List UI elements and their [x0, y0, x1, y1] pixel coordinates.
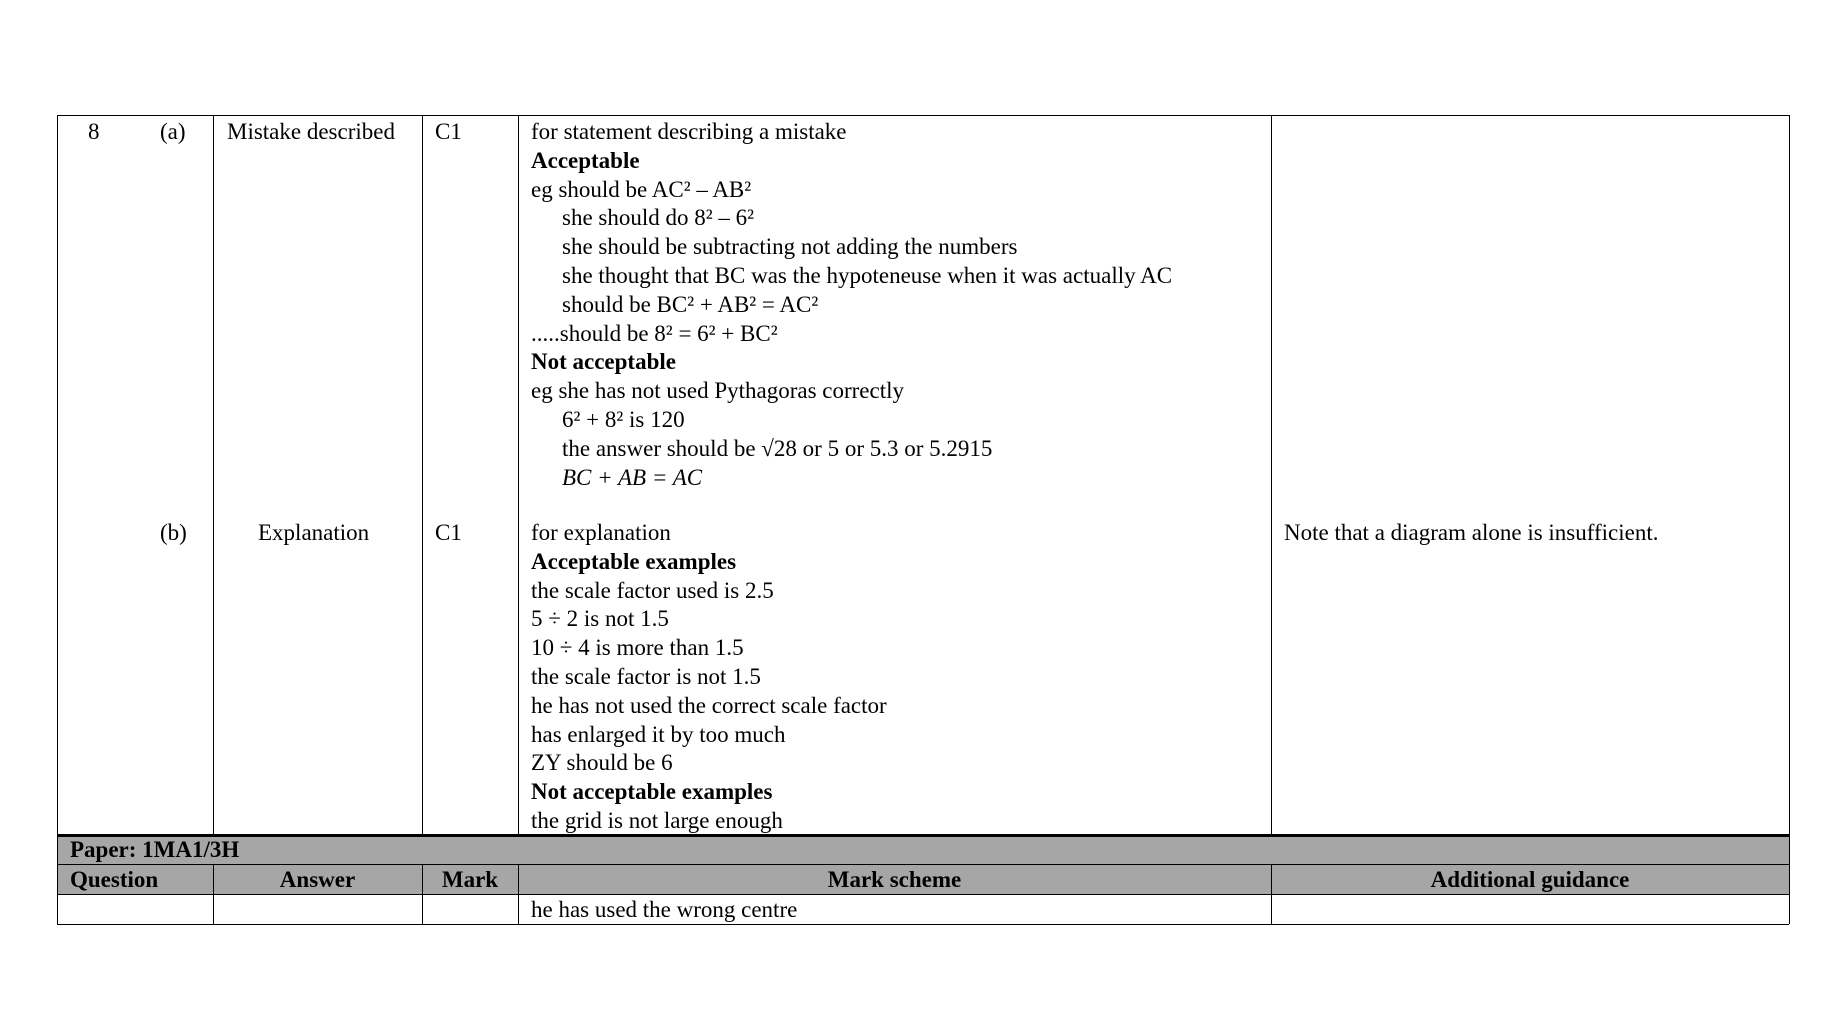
scheme-line: the answer should be √28 or 5 or 5.3 or 5.2915	[562, 435, 993, 461]
paper-title: Paper: 1MA1/3H	[70, 837, 240, 862]
column-divider	[518, 115, 519, 834]
question-number: 8	[88, 119, 100, 144]
scheme-line: she should do 8² – 6²	[562, 205, 755, 231]
table-bottom-border	[57, 924, 1789, 925]
scheme-line: should be BC² + AB² = AC²	[562, 291, 819, 317]
scheme-line: 10 ÷ 4 is more than 1.5	[531, 635, 744, 661]
scheme-line: .....should be 8² = 6² + BC²	[531, 320, 778, 346]
answer-cell: Explanation	[258, 520, 370, 545]
column-header-mark-scheme: Mark scheme	[827, 867, 962, 892]
scheme-line: BC + AB = AC	[562, 464, 703, 490]
header-divider	[57, 834, 1789, 837]
scheme-line: for explanation	[531, 520, 671, 545]
table-right-border	[1789, 115, 1790, 834]
scheme-line: eg she has not used Pythagoras correctly	[531, 378, 905, 404]
scheme-line: 6² + 8² is 120	[562, 407, 685, 432]
scheme-line: she thought that BC was the hypoteneuse when it was actually AC	[562, 263, 1173, 288]
scheme-line: ZY should be 6	[531, 750, 673, 776]
answer-cell: Mistake described	[227, 119, 395, 144]
scheme-heading: Acceptable	[531, 147, 640, 173]
column-divider	[422, 115, 423, 834]
column-header-answer: Answer	[279, 867, 356, 892]
scheme-line: the grid is not large enough	[531, 808, 783, 833]
column-header-additional-guidance: Additional guidance	[1430, 867, 1630, 892]
table-top-border	[57, 115, 1789, 116]
scheme-line: 5 ÷ 2 is not 1.5	[531, 606, 669, 632]
mark-cell: C1	[435, 119, 462, 144]
scheme-line: has enlarged it by too much	[531, 721, 786, 747]
scheme-heading: Not acceptable	[531, 349, 676, 375]
table-left-border	[57, 115, 58, 834]
scheme-line: the scale factor used is 2.5	[531, 577, 774, 603]
part-label: (a)	[160, 119, 186, 144]
table-right-border	[1789, 834, 1790, 924]
scheme-line: he has not used the correct scale factor	[531, 692, 887, 718]
paper-title-bar	[57, 834, 1789, 864]
scheme-line: she should be subtracting not adding the numbers	[562, 234, 1018, 260]
column-divider	[213, 115, 214, 834]
column-divider	[1271, 115, 1272, 834]
scheme-heading: Acceptable examples	[531, 548, 737, 574]
scheme-heading: Not acceptable examples	[531, 779, 773, 805]
scheme-line: eg should be AC² – AB²	[531, 176, 752, 202]
column-header-mark: Mark	[441, 867, 499, 892]
scheme-line: the scale factor is not 1.5	[531, 664, 761, 689]
scheme-line: for statement describing a mistake	[531, 119, 847, 144]
table-left-border	[57, 834, 58, 924]
part-label: (b)	[160, 520, 187, 545]
column-header-question: Question	[70, 867, 159, 892]
guidance-cell: Note that a diagram alone is insufficient.	[1284, 520, 1659, 545]
header-divider	[57, 894, 1789, 895]
continuation-scheme-text: he has used the wrong centre	[531, 897, 798, 922]
mark-cell: C1	[435, 520, 462, 545]
